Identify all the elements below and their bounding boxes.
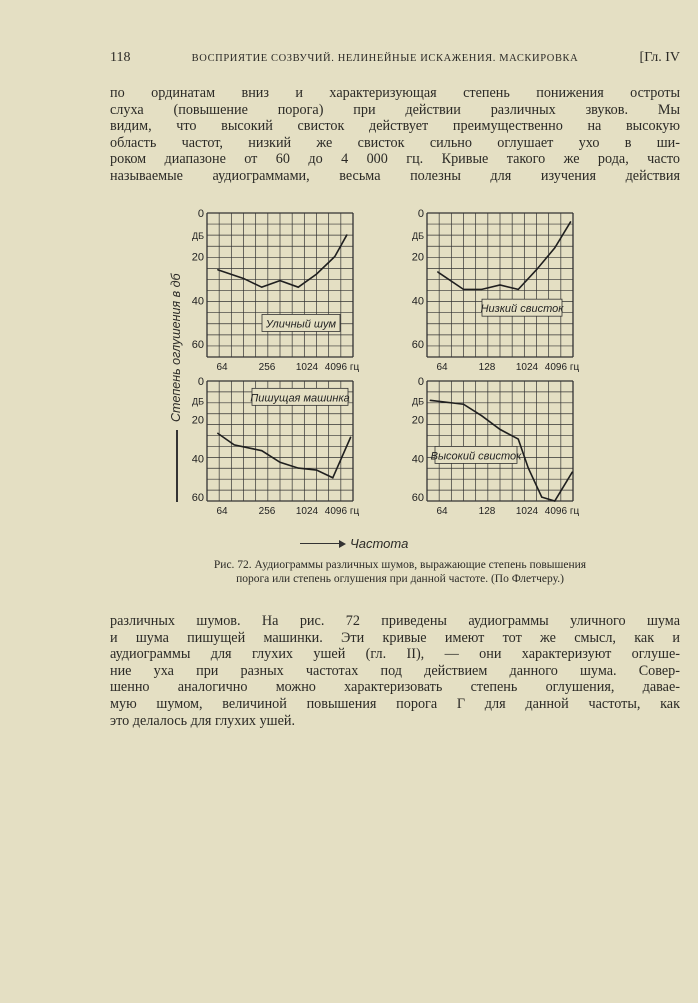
chart-title: Высокий свисток bbox=[430, 450, 522, 463]
y-tick-label: 0 bbox=[197, 376, 204, 388]
text-line: это делалось для глухих ушей. bbox=[110, 712, 296, 729]
figure-caption: Рис. 72. Аудиограммы различных шумов, выражающие степень повышения порога или степень оглушения при данной частоте. (По Флетчеру.) bbox=[213, 559, 587, 585]
y-tick-label: 40 bbox=[411, 453, 424, 466]
x-axis-label: Частота bbox=[300, 536, 408, 551]
text-line: область частот, низкий же свисток сильно оглушает ухо в ши- bbox=[110, 134, 680, 151]
data-point bbox=[261, 287, 262, 288]
y-tick-label: 40 bbox=[191, 295, 204, 308]
y-tick-label: ДБ bbox=[411, 396, 424, 407]
x-tick-label: 4096 гц bbox=[544, 362, 580, 373]
data-point bbox=[298, 287, 299, 288]
x-tick-label: 256 bbox=[258, 362, 276, 373]
x-tick-label: 1024 bbox=[515, 362, 539, 373]
text-line: видим, что высокий свисток действует преимущественно на высокую bbox=[110, 118, 680, 135]
data-point bbox=[499, 284, 500, 285]
chart-title: Пишущая машинка bbox=[250, 392, 350, 405]
data-point bbox=[298, 467, 299, 468]
data-point bbox=[316, 273, 317, 274]
data-point bbox=[437, 271, 438, 272]
y-tick-label: 60 bbox=[411, 492, 424, 505]
data-point bbox=[528, 467, 529, 468]
text-line: по ординатам вниз и характеризующая степень понижения остроты bbox=[110, 85, 680, 101]
x-tick-label: 64 bbox=[436, 362, 448, 373]
data-point bbox=[334, 256, 335, 257]
text-line: различных шумов. На рис. 72 приведены аудиограммы уличного шума bbox=[110, 613, 680, 629]
x-tick-label: 4096 гц bbox=[544, 506, 580, 517]
x-tick-label: 64 bbox=[436, 506, 448, 517]
chart-title: Уличный шум bbox=[265, 318, 337, 331]
text-line: слуха (повышение порога) при действии различных звуков. Мы bbox=[110, 101, 680, 118]
data-point bbox=[217, 269, 218, 270]
data-point bbox=[518, 438, 519, 439]
data-point bbox=[499, 429, 500, 430]
paragraph-top bbox=[110, 85, 680, 185]
y-tick-label: 20 bbox=[191, 414, 204, 427]
text-line: аудиограммы для глухих ушей (гл. II), — они характеризуют оглуше- bbox=[110, 646, 680, 663]
data-point bbox=[430, 400, 431, 401]
text-line: называемые аудиограммами, весьма полезны для изучения действия bbox=[110, 167, 680, 184]
data-point bbox=[541, 497, 542, 498]
x-tick-label: 4096 гц bbox=[324, 506, 360, 517]
y-tick-label: 20 bbox=[411, 251, 424, 264]
y-tick-label: 0 bbox=[417, 208, 424, 220]
y-axis-label: Степень оглушения в дб bbox=[169, 273, 183, 422]
page-number: 118 bbox=[110, 50, 131, 65]
x-tick-label: 1024 bbox=[295, 362, 319, 373]
text-line: ние уха при разных частотах под действием данного шума. Совер- bbox=[110, 662, 680, 679]
y-tick-label: 60 bbox=[191, 492, 204, 505]
data-point bbox=[518, 289, 519, 290]
y-tick-label: 60 bbox=[191, 338, 204, 351]
x-tick-label: 1024 bbox=[515, 506, 539, 517]
data-point bbox=[481, 415, 482, 416]
y-tick-label: 60 bbox=[411, 338, 424, 351]
data-point bbox=[463, 289, 464, 290]
data-point bbox=[570, 221, 571, 222]
data-point bbox=[572, 471, 573, 472]
series-line bbox=[218, 433, 351, 478]
x-tick-label: 128 bbox=[478, 506, 496, 517]
x-tick-label: 128 bbox=[478, 362, 496, 373]
text-line: роком диапазоне от 60 до 4 000 гц. Кривые такого же рода, часто bbox=[110, 151, 680, 168]
data-point bbox=[554, 247, 555, 248]
data-point bbox=[536, 269, 537, 270]
data-point bbox=[234, 444, 235, 445]
y-tick-label: 40 bbox=[411, 295, 424, 308]
paragraph-bottom bbox=[110, 613, 680, 729]
y-tick-label: 40 bbox=[191, 453, 204, 466]
data-point bbox=[243, 278, 244, 279]
x-tick-label: 64 bbox=[216, 506, 228, 517]
x-axis-arrow bbox=[300, 543, 342, 545]
chart-typewriter bbox=[180, 373, 380, 518]
running-title: ВОСПРИЯТИЕ СОЗВУЧИЙ. НЕЛИНЕЙНЫЕ ИСКАЖЕНИЯ. МАСКИРОВКА bbox=[191, 53, 579, 64]
data-point bbox=[332, 477, 333, 478]
chapter-label: [Гл. IV bbox=[639, 50, 680, 65]
y-tick-label: ДБ bbox=[191, 230, 204, 241]
data-point bbox=[261, 450, 262, 451]
y-tick-label: ДБ bbox=[411, 230, 424, 241]
y-tick-label: 0 bbox=[417, 376, 424, 388]
data-point bbox=[217, 433, 218, 434]
data-point bbox=[346, 234, 347, 235]
x-tick-label: 1024 bbox=[295, 506, 319, 517]
y-tick-label: ДБ bbox=[191, 396, 204, 407]
y-tick-label: 0 bbox=[197, 208, 204, 220]
y-tick-label: 20 bbox=[191, 251, 204, 264]
data-point bbox=[279, 280, 280, 281]
chart-low-whistle bbox=[400, 205, 600, 375]
data-point bbox=[350, 437, 351, 438]
text-line: мую шумом, величиной повышения порога Г для данной частоты, как bbox=[110, 695, 680, 712]
x-tick-label: 256 bbox=[258, 506, 276, 517]
data-point bbox=[554, 500, 555, 501]
y-tick-label: 20 bbox=[411, 414, 424, 427]
page-header bbox=[110, 50, 680, 66]
chart-street-noise bbox=[180, 205, 380, 375]
data-point bbox=[279, 462, 280, 463]
data-point bbox=[316, 469, 317, 470]
y-axis-arrow bbox=[176, 430, 178, 502]
text-line: шенно аналогично можно характеризовать степень оглушения, давае- bbox=[110, 679, 680, 696]
chart-high-whistle bbox=[400, 373, 600, 518]
data-point bbox=[481, 289, 482, 290]
text-line: и шума пишущей машинки. Эти кривые имеют тот же смысл, как и bbox=[110, 629, 680, 646]
x-tick-label: 64 bbox=[216, 362, 228, 373]
chart-title: Низкий свисток bbox=[480, 303, 564, 316]
x-tick-label: 4096 гц bbox=[324, 362, 360, 373]
data-point bbox=[463, 404, 464, 405]
